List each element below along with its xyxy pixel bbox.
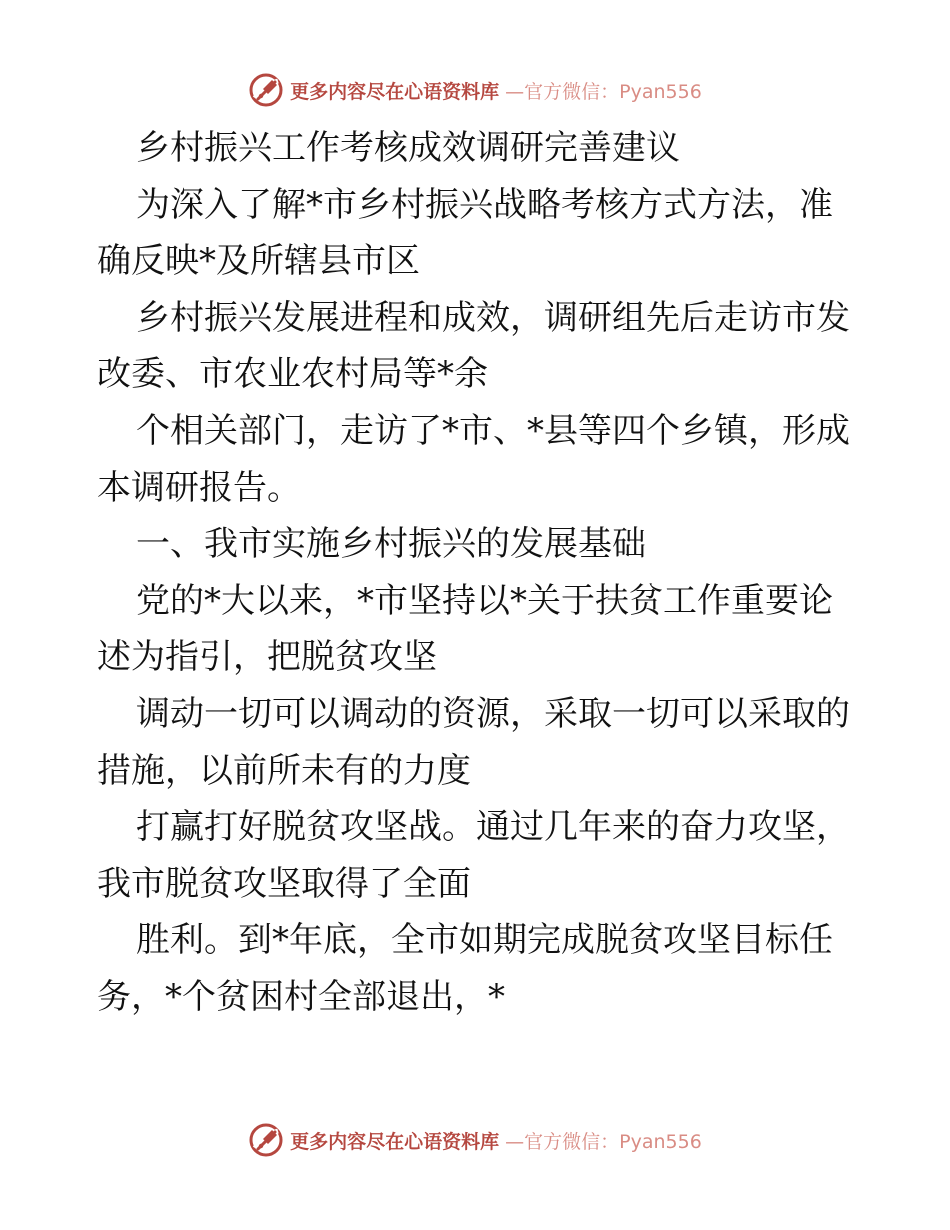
section-heading: 一、我市实施乡村振兴的发展基础 [136, 524, 646, 565]
paragraph-line: 打赢打好脱贫攻坚战。通过几年来的奋力攻坚， [136, 807, 850, 848]
paragraph-line: 我市脱贫攻坚取得了全面 [97, 863, 471, 904]
footer-watermark-banner [0, 1118, 950, 1162]
document-title: 乡村振兴工作考核成效调研完善建议 [136, 128, 680, 168]
paragraph-line: 党的*大以来，*市坚持以*关于扶贫工作重要论 [136, 580, 833, 621]
paragraph-line: 确反映*及所辖县市区 [97, 241, 420, 282]
paragraph-line: 改委、市农业农村局等*余 [97, 354, 488, 395]
header-watermark-banner [0, 68, 950, 112]
paragraph-line: 本调研报告。 [97, 467, 301, 508]
document-body [97, 120, 857, 1026]
footer-contact-text: —官方微信：Pyan556 [505, 1130, 702, 1153]
paragraph-line: 务，*个贫困村全部退出，* [97, 976, 505, 1017]
paragraph-line: 述为指引，把脱贫攻坚 [97, 637, 437, 678]
brand-logo-icon [248, 72, 284, 108]
paragraph-line: 胜利。到*年底，全市如期完成脱贫攻坚目标任 [136, 920, 833, 961]
paragraph-line: 为深入了解*市乡村振兴战略考核方式方法，准 [136, 184, 833, 225]
brand-logo-icon [248, 1122, 284, 1158]
paragraph-line: 个相关部门，走访了*市、*县等四个乡镇，形成 [136, 410, 850, 451]
header-brand-text: 更多内容尽在心语资料库 [290, 80, 500, 103]
paragraph-line: 乡村振兴发展进程和成效，调研组先后走访市发 [136, 297, 850, 338]
paragraph-line: 调动一切可以调动的资源，采取一切可以采取的 [136, 693, 850, 734]
paragraph-line: 措施，以前所未有的力度 [97, 750, 471, 791]
footer-brand-text: 更多内容尽在心语资料库 [290, 1130, 500, 1153]
header-contact-text: —官方微信：Pyan556 [505, 80, 702, 103]
